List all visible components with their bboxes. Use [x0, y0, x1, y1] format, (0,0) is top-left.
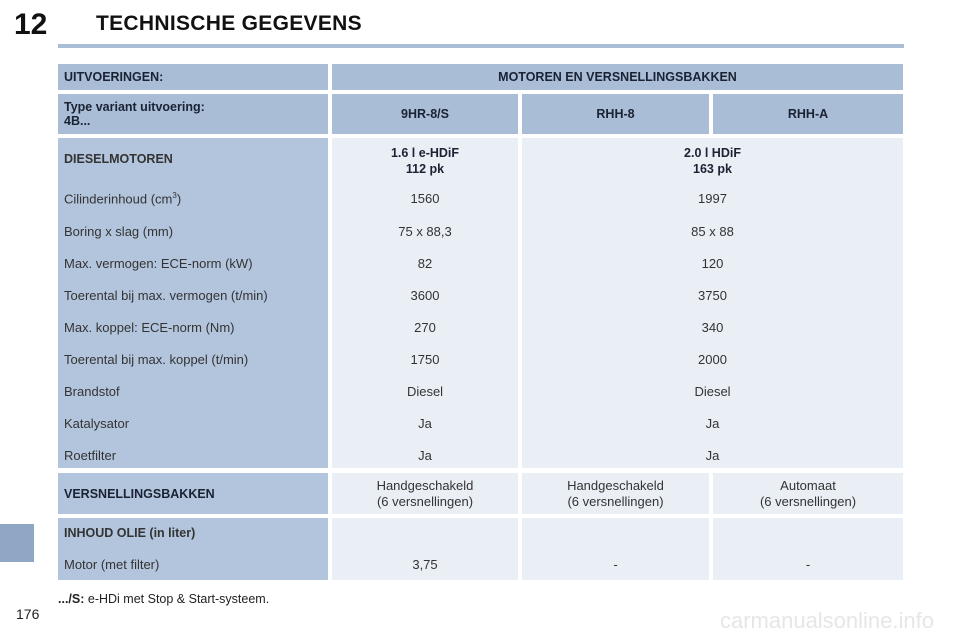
- gearbox-3-line1: Automaat: [780, 477, 836, 493]
- row-label: Roetfilter: [64, 448, 117, 463]
- variant-9hr: 9HR-8/S: [332, 94, 518, 134]
- row-value-engine-1: Diesel: [406, 383, 444, 399]
- row-value-engine-2: 120: [701, 255, 724, 271]
- gearbox-1: [332, 473, 518, 514]
- row-value-engine-2: 1997: [698, 190, 727, 206]
- oil-value-2: -: [613, 556, 618, 572]
- gearbox-1-line2: (6 versnellingen): [376, 493, 474, 509]
- engine-2-name: [522, 144, 903, 178]
- footnote: [58, 592, 269, 606]
- variant-rhha: RHH-A: [713, 94, 903, 134]
- footnote-key: .../S:: [58, 592, 85, 606]
- row-value-engine-2: 85 x 88: [691, 223, 734, 239]
- type-variant-label: [58, 94, 328, 134]
- row-value-engine-2: Ja: [705, 447, 720, 463]
- row-value-engine-2: 340: [701, 319, 724, 335]
- footnote-text: e-HDi met Stop & Start-systeem.: [84, 592, 270, 606]
- row-value-engine-1: 3600: [410, 287, 440, 303]
- row-value-engine-2: 2000: [698, 351, 727, 367]
- type-label-line2: 4B...: [64, 114, 91, 128]
- page-title: TECHNISCHE GEGEVENS: [96, 12, 362, 35]
- row-value-engine-2: Ja: [705, 415, 720, 431]
- type-label-line1: Type variant uitvoering:: [64, 100, 205, 114]
- row-value-engine-1: 75 x 88,3: [398, 223, 452, 239]
- engine-1-line1: 1.6 l e-HDiF: [390, 146, 460, 160]
- section-dieselmotoren: DIESELMOTOREN: [64, 152, 173, 166]
- col-header-motoren: MOTOREN EN VERSNELLINGSBAKKEN: [332, 64, 903, 90]
- gearbox-2: [522, 473, 709, 514]
- row-label: Brandstof: [64, 384, 120, 399]
- row-label: Katalysator: [64, 416, 130, 431]
- oil-value-3: -: [805, 556, 811, 572]
- gearbox-1-line1: Handgeschakeld: [376, 477, 474, 493]
- watermark: carmanualsonline.info: [719, 608, 934, 633]
- row-label: Boring x slag (mm): [64, 224, 174, 239]
- title-divider: [58, 44, 904, 48]
- col-header-uitvoeringen: UITVOERINGEN:: [58, 64, 328, 90]
- page-number: 176: [16, 606, 40, 622]
- variant-rhh8: RHH-8: [522, 94, 709, 134]
- oil-value-1: 3,75: [412, 556, 438, 572]
- row-value-engine-1: 1560: [410, 190, 440, 206]
- row-label: Toerental bij max. vermogen (t/min): [64, 288, 268, 303]
- row-value-engine-1: 1750: [410, 351, 440, 367]
- chapter-number: 12: [14, 8, 48, 41]
- engine-2-line1: 2.0 l HDiF: [684, 146, 741, 160]
- engine-2-line2: 163 pk: [693, 162, 732, 176]
- row-value-engine-2: Diesel: [694, 383, 731, 399]
- row-value-engine-1: Ja: [418, 415, 432, 431]
- row-value-engine-1: Ja: [418, 447, 432, 463]
- engine-1-line2: 112 pk: [405, 162, 445, 176]
- engine-1-name: [332, 144, 518, 178]
- section-inhoud-olie: INHOUD OLIE (in liter): [64, 526, 196, 540]
- row-label: Toerental bij max. koppel (t/min): [64, 352, 249, 367]
- row-value-engine-2: 3750: [698, 287, 727, 303]
- chapter-tab[interactable]: [0, 524, 34, 562]
- row-label: Max. koppel: ECE-norm (Nm): [64, 320, 235, 335]
- row-label: Cilinderinhoud $(cm^3)$: [64, 191, 182, 207]
- oil-row-label: Motor (met filter): [64, 557, 160, 572]
- gearbox-3: [713, 473, 903, 514]
- gearbox-2-line2: (6 versnellingen): [567, 493, 664, 509]
- row-value-engine-1: 270: [414, 319, 436, 335]
- row-label: Max. vermogen: ECE-norm (kW): [64, 256, 253, 271]
- gearbox-3-line2: (6 versnellingen): [759, 493, 857, 509]
- gearbox-2-line1: Handgeschakeld: [567, 477, 664, 493]
- row-value-engine-1: 82: [417, 255, 433, 271]
- section-versnellingsbakken: VERSNELLINGSBAKKEN: [58, 473, 328, 514]
